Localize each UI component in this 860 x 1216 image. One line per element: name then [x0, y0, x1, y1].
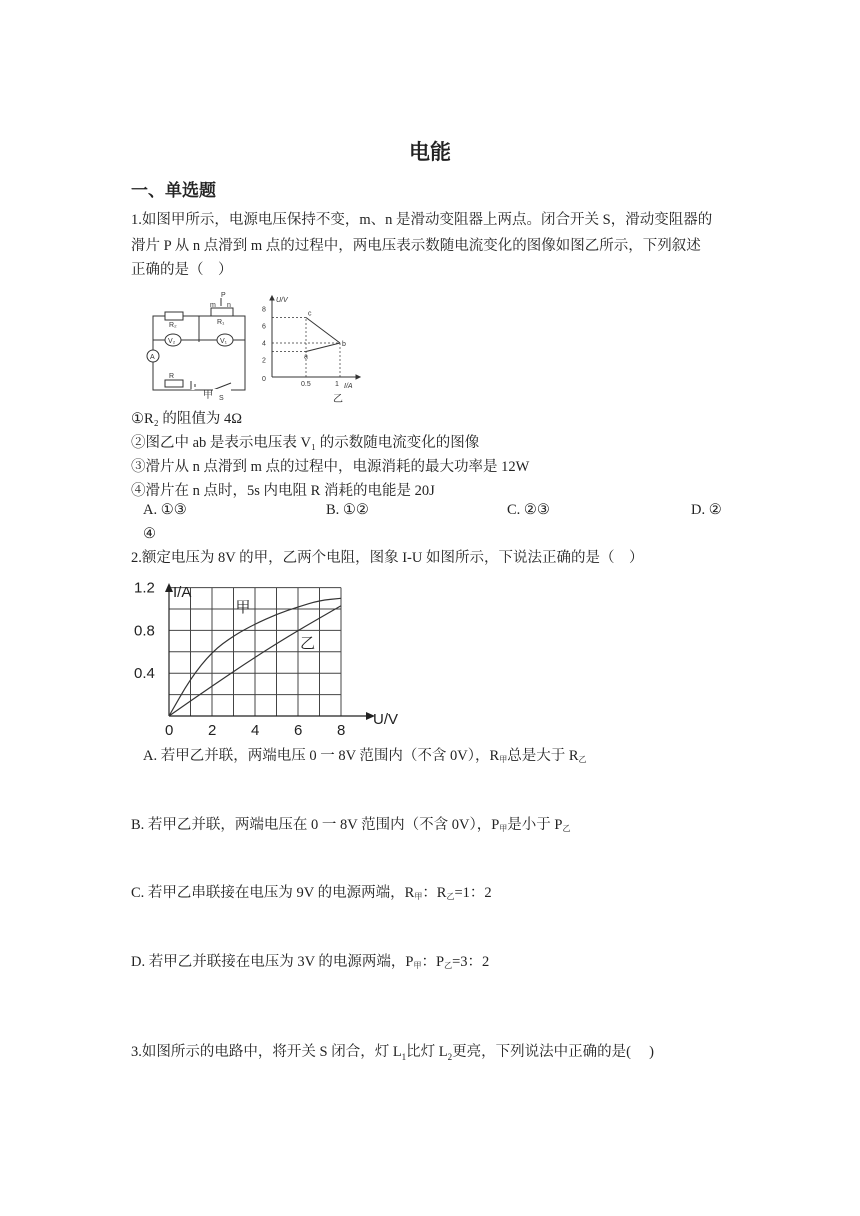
- yi-point-b: b: [342, 341, 346, 348]
- q3-text-c: 更亮，下列说法中正确的是( ): [452, 1044, 654, 1060]
- q2-option-d[interactable]: [131, 950, 489, 971]
- q1-line-3: 正确的是（ ）: [131, 262, 233, 278]
- q2-option-c-end: =1：2: [454, 885, 492, 901]
- yi-xlabel: I/A: [344, 383, 353, 390]
- caption-yi: 乙: [333, 394, 343, 405]
- label-r1: R₁: [217, 319, 225, 326]
- yi-ytick-label: 8: [262, 306, 266, 314]
- iu-ytick-label: 0.8: [134, 622, 155, 640]
- label-n: n: [227, 302, 231, 309]
- label-a: A: [150, 354, 155, 361]
- section-heading: 一、单选题: [131, 181, 216, 200]
- q1-option-b[interactable]: B. ①②: [326, 502, 369, 518]
- label-v2: V₂: [168, 338, 176, 345]
- q1-statement-4: ④滑片在 n 点时，5s 内电阻 R 消耗的电能是 20J: [131, 483, 435, 499]
- q2-option-c-mid: ：R: [422, 885, 447, 901]
- yi-series-ab: [306, 343, 340, 352]
- yi-origin: 0: [262, 376, 266, 383]
- iu-ylabel: I/A: [173, 584, 192, 601]
- chart-iu: [131, 575, 421, 735]
- q2-option-b-text: B. 若甲乙并联，两端电压在 0 一 8V 范围内（不含 0V），P: [131, 817, 500, 833]
- label-r2: R₂: [169, 322, 177, 329]
- q2-option-d-text: D. 若甲乙并联接在电压为 3V 的电源两端，P: [131, 954, 414, 970]
- yi-point-c: c: [308, 310, 312, 318]
- yi-ytick-label: 2: [262, 357, 266, 365]
- iu-xtick-label: 4: [251, 722, 260, 735]
- q1-statement-3: ③滑片从 n 点滑到 m 点的过程中，电源消耗的最大功率是 12W: [131, 459, 530, 475]
- iu-xtick-label: 2: [208, 722, 217, 735]
- yi-ytick-label: 4: [262, 340, 266, 348]
- yi-xtick-label: 0.5: [301, 381, 311, 388]
- q3-sub-2: 2: [447, 1051, 453, 1062]
- chart-yi: [256, 290, 366, 408]
- iu-label-yi: 乙: [300, 634, 316, 652]
- iu-ytick-label: 0.4: [134, 665, 155, 683]
- label-p: P: [221, 292, 226, 299]
- yi-ylabel: U/V: [276, 297, 288, 304]
- q3-text-a: 3.如图所示的电路中，将开关 S 闭合，灯 L: [131, 1044, 402, 1060]
- iu-xlabel: U/V: [373, 711, 399, 728]
- q2-option-a-text: A. 若甲乙并联，两端电压 0 一 8V 范围内（不含 0V），R: [143, 748, 500, 764]
- yi-point-a: a: [304, 353, 308, 361]
- page-title: 电能: [409, 140, 451, 164]
- q1-option-d-cont: ④: [143, 526, 156, 542]
- q3-text-b: 比灯 L: [406, 1044, 448, 1060]
- q2-option-a[interactable]: [143, 744, 587, 765]
- q2-option-d-end: =3：2: [452, 954, 490, 970]
- iu-xtick-label: 0: [165, 722, 174, 735]
- q1-statement-2: ②图乙中 ab 是表示电压表 V₁ 的示数随电流变化的图像: [131, 435, 480, 451]
- iu-xtick-label: 6: [294, 722, 303, 735]
- q1-line-2: 滑片 P 从 n 点滑到 m 点的过程中，两电压表示数随电流变化的图像如图乙所示，下列叙述: [131, 238, 701, 254]
- q2-option-c-sub2: 乙: [446, 892, 455, 901]
- q2-option-b-sub2: 乙: [562, 824, 571, 833]
- label-v1: V₁: [220, 338, 228, 345]
- yi-ytick-label: 6: [262, 323, 266, 331]
- label-r: R: [169, 373, 175, 380]
- q1-line-1: 1.如图甲所示，电源电压保持不变，m、n 是滑动变阻器上两点。闭合开关 S，滑动变阻器的: [131, 212, 713, 228]
- q2-option-d-sub1: 甲: [413, 961, 422, 970]
- q1-option-d[interactable]: D. ②: [691, 502, 722, 518]
- q3-line-1: [131, 1040, 654, 1069]
- q2-option-a-sub2: 乙: [578, 755, 587, 764]
- q2-option-c-text: C. 若甲乙串联接在电压为 9V 的电源两端，R: [131, 885, 415, 901]
- q2-option-d-sub2: 乙: [444, 961, 453, 970]
- q2-option-b-sub1: 甲: [499, 824, 508, 833]
- caption-jia: 甲: [203, 390, 213, 401]
- q3-sub-1: 1: [401, 1051, 407, 1062]
- q2-line-1: 2.额定电压为 8V 的甲，乙两个电阻，图象 I-U 如图所示，下说法正确的是（ ）: [131, 550, 644, 566]
- q2-option-a-mid: 总是大于 R: [507, 748, 579, 764]
- q2-option-a-sub1: 甲: [499, 755, 508, 764]
- iu-xtick-label: 8: [337, 722, 346, 735]
- circuit-figure-jia: [135, 290, 265, 402]
- iu-ytick-label: 1.2: [134, 579, 155, 597]
- q2-option-b-mid: 是小于 P: [507, 817, 563, 833]
- q2-option-d-mid: ：P: [421, 954, 445, 970]
- label-m: m: [210, 302, 216, 309]
- q2-option-c-sub1: 甲: [414, 892, 423, 901]
- iu-label-jia: 甲: [235, 599, 251, 616]
- q1-option-c[interactable]: C. ②③: [507, 502, 550, 518]
- q1-statement-1: ①R₂ 的阻值为 4Ω: [131, 411, 243, 427]
- q1-option-a[interactable]: A. ①③: [143, 502, 187, 518]
- q2-option-c[interactable]: [131, 881, 492, 902]
- yi-xtick-label: 1: [335, 381, 339, 388]
- q2-option-b[interactable]: [131, 813, 571, 834]
- yi-series-cb: [306, 318, 340, 344]
- label-s: S: [219, 395, 224, 402]
